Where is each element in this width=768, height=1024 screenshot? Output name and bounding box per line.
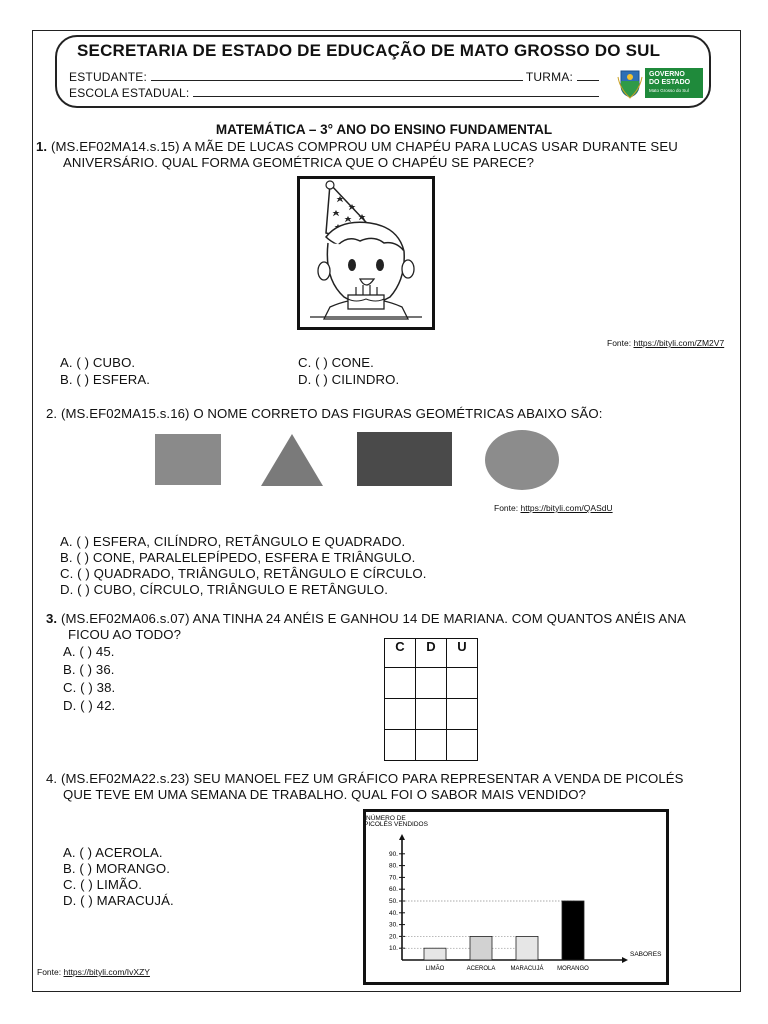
- q2-source: [494, 503, 613, 513]
- header-unidade: U: [447, 639, 478, 668]
- table-cell[interactable]: [385, 730, 416, 761]
- x-tick-label: MARACUJÁ: [510, 966, 544, 972]
- y-tick-label: 90.: [388, 850, 398, 858]
- school-label: ESCOLA ESTADUAL:: [69, 86, 190, 100]
- y-axis-arrow-icon: [399, 834, 405, 840]
- table-cell[interactable]: [416, 668, 447, 699]
- y-tick-label: 20.: [388, 933, 398, 941]
- q1-option-a[interactable]: A. ( ) CUBO.: [60, 355, 136, 370]
- x-axis-label: SABORES: [630, 951, 662, 958]
- logo-line-3: Mato Grosso do Sul: [649, 88, 689, 93]
- class-field[interactable]: [577, 69, 599, 81]
- bar-maracujá: [516, 936, 538, 960]
- government-badge: [645, 68, 703, 98]
- q1-line1: [36, 139, 678, 155]
- q3-text-1: (MS.EF02MA06.s.07) ANA TINHA 24 ANÉIS E GANHOU 14 DE MARIANA. COM QUANTOS ANÉIS ANA: [60, 611, 686, 626]
- q1-option-c[interactable]: C. ( ) CONE.: [298, 355, 374, 370]
- q4-source-link[interactable]: https://bityli.com/IvXZY: [63, 967, 150, 977]
- school-field[interactable]: [193, 85, 599, 97]
- y-tick-label: 40.: [388, 909, 398, 917]
- circle-shape: [482, 428, 562, 492]
- header-box: [55, 35, 711, 108]
- bar-limão: [424, 948, 446, 960]
- y-axis-label-1: NÚMERO DE: [366, 815, 406, 822]
- square-shape: [155, 434, 221, 485]
- table-cell[interactable]: [447, 668, 478, 699]
- q2-option-d[interactable]: D. ( ) CUBO, CÍRCULO, TRIÂNGULO E RETÂNGULO.: [60, 582, 389, 597]
- sales-chart: [363, 809, 669, 985]
- q1-line2: ANIVERSÁRIO. QUAL FORMA GEOMÉTRICA QUE O CHAPÉU SE PARECE?: [63, 155, 535, 170]
- y-tick-label: 50.: [388, 898, 398, 905]
- q4-option-d[interactable]: D. ( ) MARACUJÁ.: [63, 893, 174, 908]
- q2-source-link[interactable]: https://bityli.com/QASdU: [520, 503, 613, 513]
- state-crest-icon: [617, 67, 643, 99]
- government-logo: [617, 67, 703, 99]
- q2-option-b[interactable]: B. ( ) CONE, PARALELEPÍPEDO, ESFERA E TRIÂNGULO.: [60, 550, 416, 565]
- student-name-field[interactable]: [151, 69, 523, 81]
- q1-source-label: Fonte:: [607, 338, 632, 348]
- q3-line1: [46, 611, 686, 627]
- header-title: SECRETARIA DE ESTADO DE EDUCAÇÃO DE MATO GROSSO DO SUL: [77, 41, 661, 60]
- q4-line2: QUE TEVE EM UMA SEMANA DE TRABALHO. QUAL FOI O SABOR MAIS VENDIDO?: [63, 787, 586, 802]
- place-value-table: [384, 638, 478, 761]
- logo-line-1: GOVERNO: [649, 71, 685, 78]
- y-tick-label: 30.: [388, 921, 398, 929]
- header-dezena: D: [416, 639, 447, 668]
- student-line: [69, 69, 599, 84]
- birthday-boy-image: [297, 176, 435, 330]
- q1-text-1: (MS.EF02MA14.s.15) A MÃE DE LUCAS COMPROU UM CHAPÉU PARA LUCAS USAR DURANTE SEU: [50, 139, 678, 154]
- y-axis-label-2: PICOLÉS VENDIDOS: [366, 821, 428, 828]
- q3-option-a[interactable]: A. ( ) 45.: [63, 644, 115, 659]
- table-cell[interactable]: [385, 699, 416, 730]
- q4-line1: 4. (MS.EF02MA22.s.23) SEU MANOEL FEZ UM GRÁFICO PARA REPRESENTAR A VENDA DE PICOLÉS: [46, 771, 684, 786]
- x-axis-arrow-icon: [622, 957, 628, 963]
- y-tick-label: 10.: [388, 945, 398, 953]
- q1-option-b[interactable]: B. ( ) ESFERA.: [60, 372, 151, 387]
- table-cell[interactable]: [385, 668, 416, 699]
- table-cell[interactable]: [447, 699, 478, 730]
- x-tick-label: MORANGO: [557, 966, 589, 972]
- y-tick-label: 70.: [388, 874, 398, 882]
- q3-option-c[interactable]: C. ( ) 38.: [63, 680, 116, 695]
- triangle-shape: [259, 432, 325, 488]
- q2-text: 2. (MS.EF02MA15.s.16) O NOME CORRETO DAS FIGURAS GEOMÉTRICAS ABAIXO SÃO:: [46, 406, 603, 421]
- q4-option-a[interactable]: A. ( ) ACEROLA.: [63, 845, 163, 860]
- subject-title: MATEMÁTICA – 3° ANO DO ENSINO FUNDAMENTAL: [215, 122, 553, 137]
- header-centena: C: [385, 639, 416, 668]
- q3-number: 3.: [46, 611, 58, 626]
- q4-source-label: Fonte:: [37, 967, 62, 977]
- logo-line-2: DO ESTADO: [649, 79, 691, 86]
- table-cell[interactable]: [447, 730, 478, 761]
- school-line: [69, 85, 599, 100]
- q1-source: [607, 338, 724, 348]
- table-cell[interactable]: [416, 699, 447, 730]
- q3-option-d[interactable]: D. ( ) 42.: [63, 698, 116, 713]
- bar-morango: [562, 901, 584, 960]
- bar-acerola: [470, 936, 492, 960]
- q3-line2: FICOU AO TODO?: [68, 627, 182, 642]
- student-label: ESTUDANTE:: [69, 70, 148, 84]
- y-tick-label: 60.: [388, 886, 398, 894]
- sales-bar-chart: [366, 812, 666, 982]
- q1-source-link[interactable]: https://bityli.com/ZM2V7: [633, 338, 725, 348]
- q2-option-c[interactable]: C. ( ) QUADRADO, TRIÂNGULO, RETÂNGULO E CÍRCULO.: [60, 566, 427, 581]
- table-cell[interactable]: [416, 730, 447, 761]
- q4-source: [37, 967, 150, 977]
- q4-option-b[interactable]: B. ( ) MORANGO.: [63, 861, 170, 876]
- q1-option-d[interactable]: D. ( ) CILINDRO.: [298, 372, 400, 387]
- q2-source-label: Fonte:: [494, 503, 519, 513]
- y-tick-label: 80.: [388, 862, 398, 870]
- birthday-boy-illustration: [300, 179, 432, 327]
- x-tick-label: LIMÃO: [425, 966, 445, 972]
- rectangle-shape: [357, 432, 452, 486]
- q4-option-c[interactable]: C. ( ) LIMÃO.: [63, 877, 142, 892]
- x-tick-label: ACEROLA: [466, 966, 496, 972]
- q3-option-b[interactable]: B. ( ) 36.: [63, 662, 115, 677]
- class-label: TURMA:: [525, 70, 574, 84]
- q2-option-a[interactable]: A. ( ) ESFERA, CILÍNDRO, RETÂNGULO E QUADRADO.: [60, 534, 406, 549]
- q1-number: 1.: [36, 139, 48, 154]
